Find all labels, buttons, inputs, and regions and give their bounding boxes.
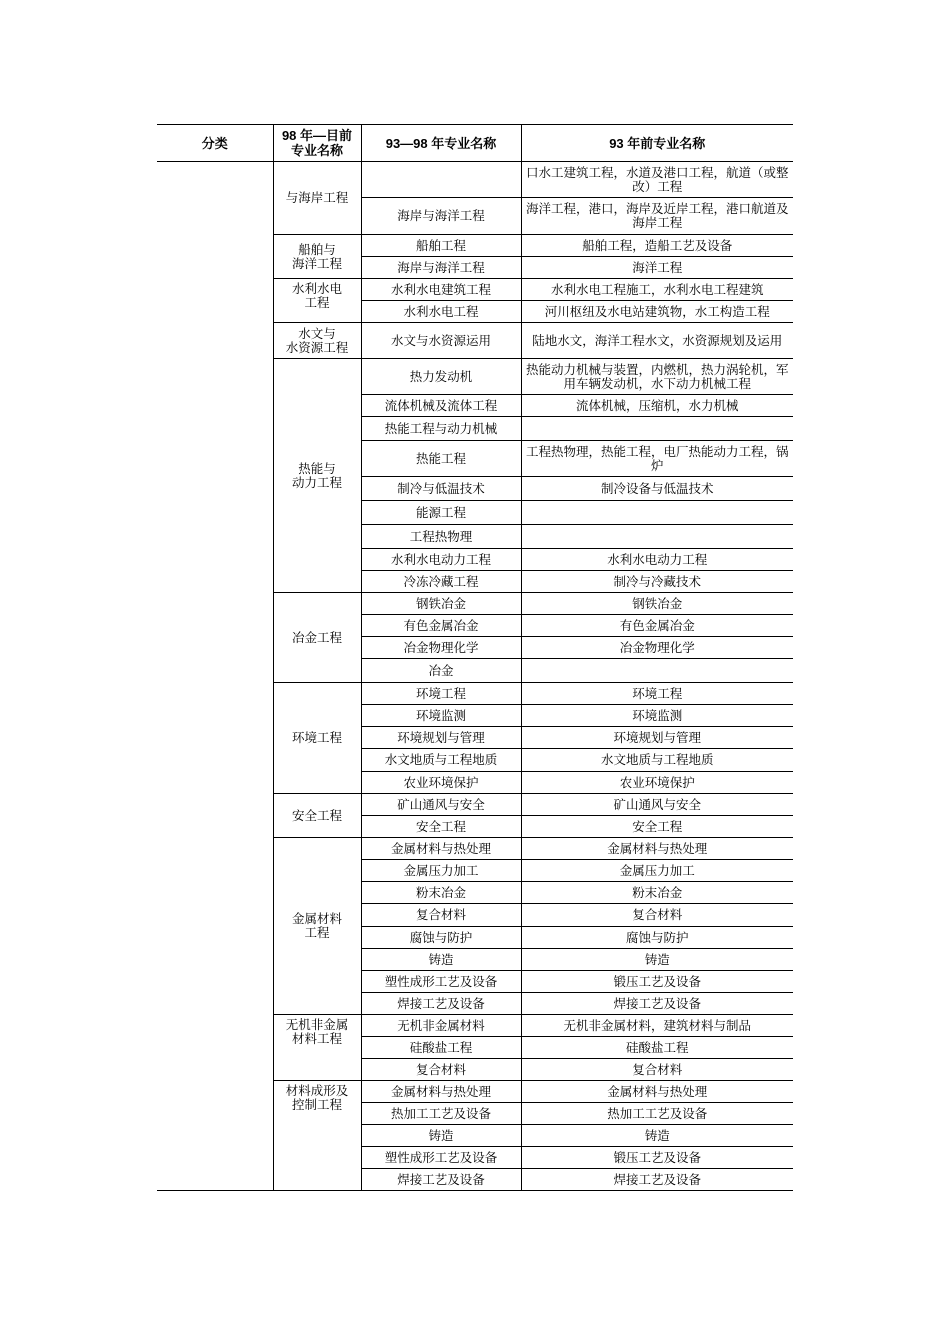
major-pre-1993: [521, 501, 793, 525]
major-1993-1998: 复合材料: [361, 1059, 521, 1081]
major-pre-1993: 农业环境保护: [521, 772, 793, 794]
major-pre-1993: 金属压力加工: [521, 860, 793, 882]
major-name-table: [157, 124, 793, 1191]
major-pre-1993: 口水工建筑工程，水道及港口工程，航道（或整改）工程: [521, 162, 793, 198]
major-1993-1998: 焊接工艺及设备: [361, 993, 521, 1015]
major-1993-1998: 环境规划与管理: [361, 727, 521, 749]
major-pre-1993: 焊接工艺及设备: [521, 993, 793, 1015]
major-1993-1998: 热力发动机: [361, 359, 521, 395]
major-1993-1998: 塑性成形工艺及设备: [361, 971, 521, 993]
current-major-name: 无机非金属 材料工程: [273, 1015, 361, 1081]
major-1993-1998: 硅酸盐工程: [361, 1037, 521, 1059]
major-1993-1998: 水文地质与工程地质: [361, 749, 521, 772]
major-pre-1993: 陆地水文，海洋工程水文，水资源规划及运用: [521, 323, 793, 359]
major-pre-1993: [521, 417, 793, 441]
major-1993-1998: 环境监测: [361, 705, 521, 727]
major-pre-1993: 硅酸盐工程: [521, 1037, 793, 1059]
major-1993-1998: 复合材料: [361, 904, 521, 927]
major-1993-1998: 流体机械及流体工程: [361, 395, 521, 417]
major-pre-1993: 无机非金属材料，建筑材料与制品: [521, 1015, 793, 1037]
major-1993-1998: 有色金属冶金: [361, 615, 521, 637]
current-major-name: 与海岸工程: [273, 162, 361, 235]
major-1993-1998: 水利水电工程: [361, 301, 521, 323]
major-1993-1998: 热能工程: [361, 441, 521, 477]
major-1993-1998: 船舶工程: [361, 235, 521, 257]
major-1993-1998: 安全工程: [361, 816, 521, 838]
major-1993-1998: 环境工程: [361, 683, 521, 705]
major-pre-1993: 水文地质与工程地质: [521, 749, 793, 772]
major-pre-1993: 船舶工程，造船工艺及设备: [521, 235, 793, 257]
major-pre-1993: 安全工程: [521, 816, 793, 838]
major-pre-1993: 铸造: [521, 949, 793, 971]
major-pre-1993: 腐蚀与防护: [521, 927, 793, 949]
major-1993-1998: 水文与水资源运用: [361, 323, 521, 359]
major-1993-1998: 海岸与海洋工程: [361, 198, 521, 235]
major-pre-1993: 流体机械，压缩机，水力机械: [521, 395, 793, 417]
current-major-name: 船舶与 海洋工程: [273, 235, 361, 279]
major-pre-1993: 海洋工程: [521, 257, 793, 279]
major-pre-1993: 金属材料与热处理: [521, 838, 793, 860]
major-pre-1993: 冶金物理化学: [521, 637, 793, 659]
major-1993-1998: 粉末冶金: [361, 882, 521, 904]
current-major-name: 热能与 动力工程: [273, 359, 361, 593]
major-pre-1993: 水利水电工程施工，水利水电工程建筑: [521, 279, 793, 301]
major-pre-1993: 制冷设备与低温技术: [521, 477, 793, 501]
table-body: [157, 162, 793, 1191]
major-pre-1993: 矿山通风与安全: [521, 794, 793, 816]
header-current-name: 98 年—目前 专业名称: [273, 125, 361, 162]
major-pre-1993: 环境监测: [521, 705, 793, 727]
major-1993-1998: 海岸与海洋工程: [361, 257, 521, 279]
major-pre-1993: 铸造: [521, 1125, 793, 1147]
major-pre-1993: 工程热物理，热能工程，电厂热能动力工程，锅炉: [521, 441, 793, 477]
major-1993-1998: 热能工程与动力机械: [361, 417, 521, 441]
major-1993-1998: 铸造: [361, 1125, 521, 1147]
major-pre-1993: 热能动力机械与装置，内燃机，热力涡轮机，军用车辆发动机，水下动力机械工程: [521, 359, 793, 395]
major-1993-1998: 能源工程: [361, 501, 521, 525]
current-major-name: 安全工程: [273, 794, 361, 838]
major-pre-1993: [521, 659, 793, 683]
major-1993-1998: 冶金物理化学: [361, 637, 521, 659]
major-1993-1998: 塑性成形工艺及设备: [361, 1147, 521, 1169]
major-pre-1993: 粉末冶金: [521, 882, 793, 904]
major-pre-1993: 热加工工艺及设备: [521, 1103, 793, 1125]
major-1993-1998: 金属材料与热处理: [361, 838, 521, 860]
current-major-name: 水文与 水资源工程: [273, 323, 361, 359]
header-1993-1998-name: 93—98 年专业名称: [361, 125, 521, 162]
header-category: 分类: [157, 125, 273, 162]
current-major-name: 冶金工程: [273, 593, 361, 683]
major-pre-1993: 制冷与冷藏技术: [521, 571, 793, 593]
major-1993-1998: 冷冻冷藏工程: [361, 571, 521, 593]
major-1993-1998: 矿山通风与安全: [361, 794, 521, 816]
major-pre-1993: 钢铁冶金: [521, 593, 793, 615]
major-1993-1998: 水利水电建筑工程: [361, 279, 521, 301]
major-pre-1993: 锻压工艺及设备: [521, 971, 793, 993]
major-1993-1998: 热加工工艺及设备: [361, 1103, 521, 1125]
major-1993-1998: 农业环境保护: [361, 772, 521, 794]
major-pre-1993: [521, 525, 793, 549]
major-pre-1993: 复合材料: [521, 1059, 793, 1081]
major-1993-1998: 腐蚀与防护: [361, 927, 521, 949]
major-1993-1998: 制冷与低温技术: [361, 477, 521, 501]
major-pre-1993: 锻压工艺及设备: [521, 1147, 793, 1169]
major-1993-1998: 钢铁冶金: [361, 593, 521, 615]
major-1993-1998: 水利水电动力工程: [361, 549, 521, 571]
major-1993-1998: 焊接工艺及设备: [361, 1169, 521, 1191]
current-major-name: 环境工程: [273, 683, 361, 794]
category-cell: [157, 162, 273, 1191]
major-1993-1998: 冶金: [361, 659, 521, 683]
major-pre-1993: 水利水电动力工程: [521, 549, 793, 571]
current-major-name: 材料成形及 控制工程: [273, 1081, 361, 1191]
major-1993-1998: [361, 162, 521, 198]
major-pre-1993: 复合材料: [521, 904, 793, 927]
header-pre-1993-name: 93 年前专业名称: [521, 125, 793, 162]
current-major-name: 金属材料 工程: [273, 838, 361, 1015]
major-1993-1998: 铸造: [361, 949, 521, 971]
current-major-name: 水利水电 工程: [273, 279, 361, 323]
major-pre-1993: 有色金属冶金: [521, 615, 793, 637]
major-pre-1993: 环境规划与管理: [521, 727, 793, 749]
major-pre-1993: 海洋工程，港口，海岸及近岸工程，港口航道及海岸工程: [521, 198, 793, 235]
major-pre-1993: 河川枢纽及水电站建筑物，水工构造工程: [521, 301, 793, 323]
major-1993-1998: 无机非金属材料: [361, 1015, 521, 1037]
major-pre-1993: 焊接工艺及设备: [521, 1169, 793, 1191]
table-row: [157, 162, 793, 198]
major-1993-1998: 金属压力加工: [361, 860, 521, 882]
major-1993-1998: 工程热物理: [361, 525, 521, 549]
major-pre-1993: 金属材料与热处理: [521, 1081, 793, 1103]
major-1993-1998: 金属材料与热处理: [361, 1081, 521, 1103]
major-pre-1993: 环境工程: [521, 683, 793, 705]
